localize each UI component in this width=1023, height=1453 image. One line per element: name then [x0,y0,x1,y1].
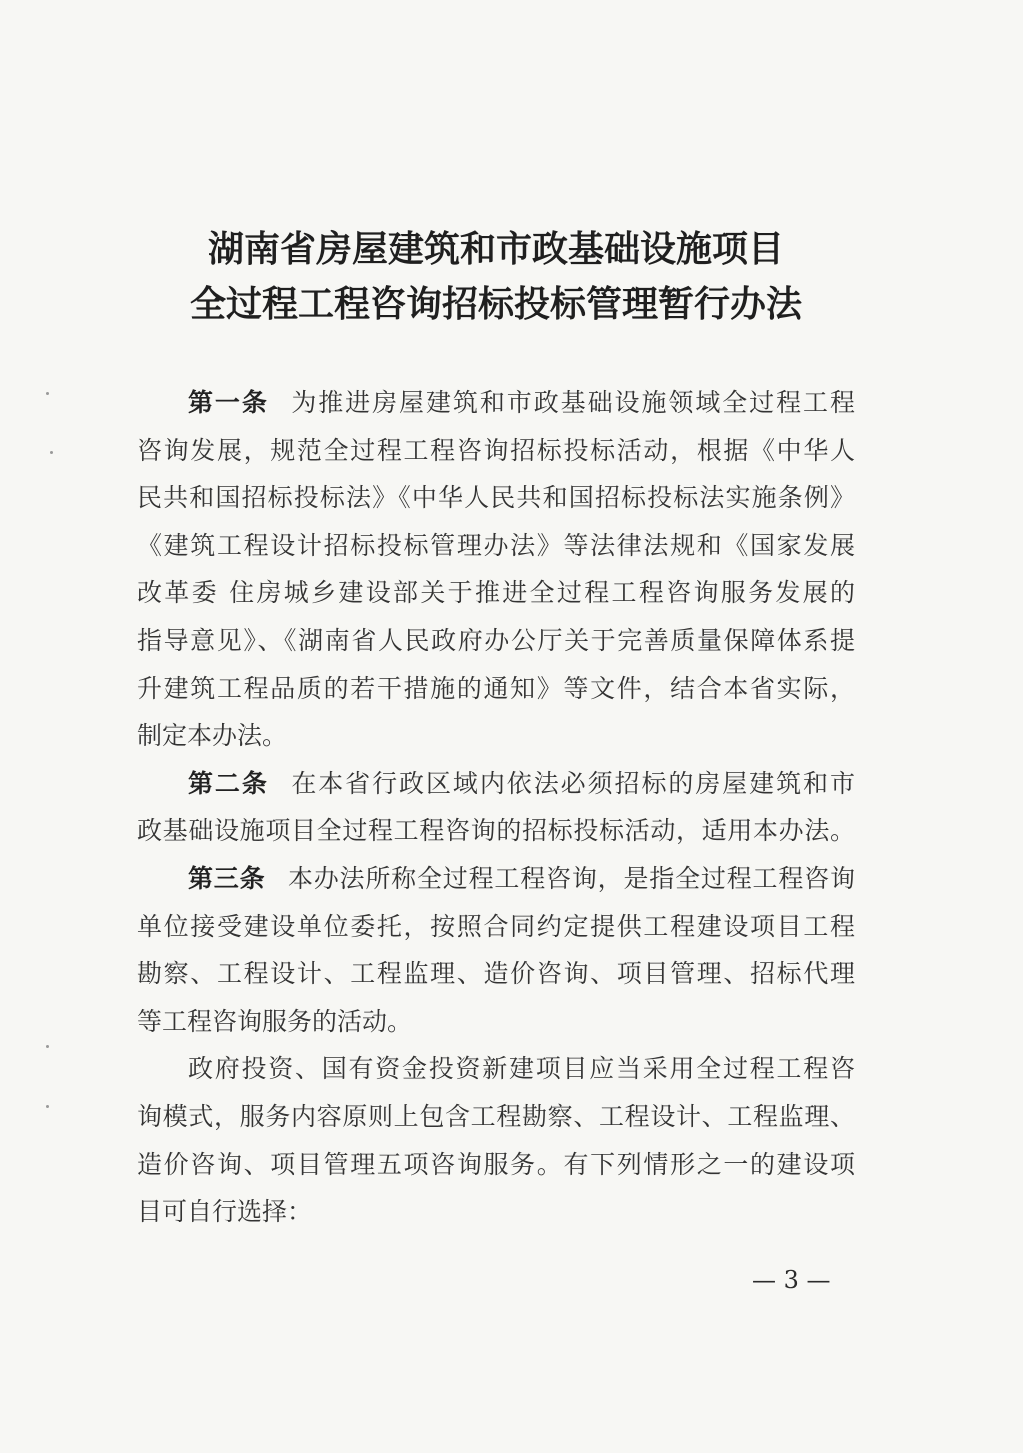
scan-speck [46,1045,49,1048]
paragraph-line: 咨询发展，规范全过程工程咨询招标投标活动，根据《中华人 [137,435,855,465]
article-label: 第一条 [188,388,269,417]
paragraph-line: 询模式，服务内容原则上包含工程勘察、工程设计、工程监理、 [137,1101,855,1131]
paragraph-line: 改革委 住房城乡建设部关于推进全过程工程咨询服务发展的 [137,578,855,608]
paragraph-text: 为推进房屋建筑和市政基础设施领域全过程工程 [291,388,855,417]
scan-speck [46,1105,49,1108]
page-number: — 3 — [752,1266,831,1294]
article-label: 第二条 [188,768,269,798]
paragraph-line [137,379,855,427]
paragraph-text: 本办法所称全过程工程咨询，是指全过程工程咨询 [287,863,855,893]
paragraph-line: 勘察、工程设计、工程监理、造价咨询、项目管理、招标代理 [137,959,855,989]
scan-speck [50,451,53,454]
title-line: 全过程工程咨询招标投标管理暂行办法 [189,283,802,325]
paragraph-text: 在本省行政区域内依法必须招标的房屋建筑和市 [291,768,855,798]
article-3-paragraph-2 [137,1045,855,1235]
scan-speck [46,392,49,395]
paragraph-line: 目可自行选择： [137,1197,313,1227]
paragraph-line: 升建筑工程品质的若干措施的通知》等文件，结合本省实际， [137,673,855,703]
article-label: 第三条 [188,863,266,893]
paragraph-line: 造价咨询、项目管理五项咨询服务。有下列情形之一的建设项 [137,1149,855,1179]
article-3 [137,855,855,1045]
paragraph-line: 制定本办法。 [137,721,288,751]
paragraph-line: 政基础设施项目全过程工程咨询的招标投标活动，适用本办法。 [137,816,855,846]
article-2 [137,760,855,855]
document-title [137,222,855,332]
paragraph-line: 民共和国招标投标法》《中华人民共和国招标投标法实施条例》 [137,483,855,513]
paragraph-line [137,760,855,808]
paragraph-line: 单位接受建设单位委托，按照合同约定提供工程建设项目工程 [137,911,855,941]
paragraph-line: 《建筑工程设计招标投标管理办法》等法律法规和《国家发展 [137,530,855,560]
document-body [137,379,855,1236]
article-1 [137,379,855,760]
paragraph-line: 指导意见》、《湖南省人民政府办公厅关于完善质量保障体系提 [137,625,855,655]
paragraph-line [137,855,855,903]
paragraph-line: 政府投资、国有资金投资新建项目应当采用全过程工程咨 [188,1054,855,1084]
title-line: 湖南省房屋建筑和市政基础设施项目 [207,228,784,270]
paragraph-line: 等工程咨询服务的活动。 [137,1006,413,1036]
